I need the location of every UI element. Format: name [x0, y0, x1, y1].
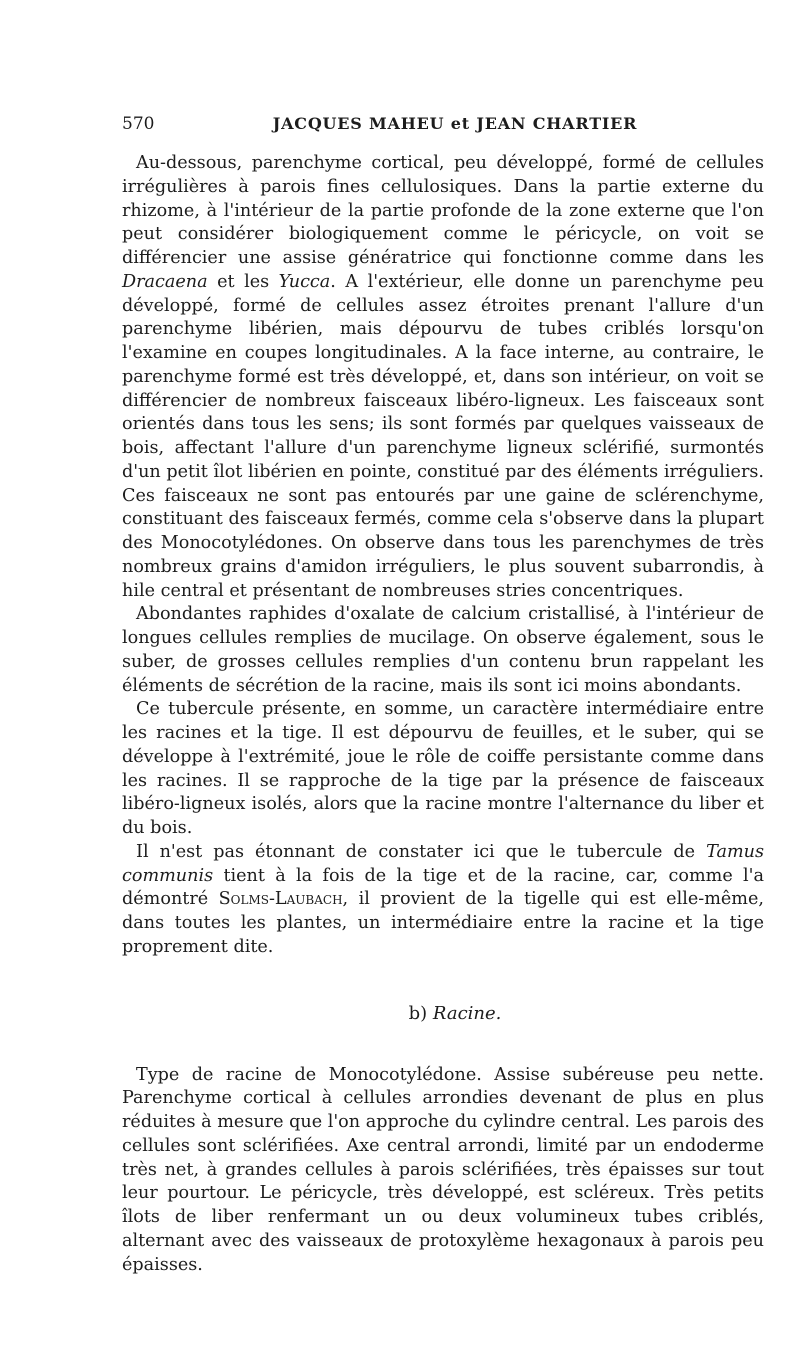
paragraph-4-text-c: , il provient de la tigelle qui est elle-même, dans toutes les plantes, un intermédiaire entre la racine et la tige proprement dite. [122, 889, 764, 957]
section-number: b) [408, 1002, 428, 1024]
page-number: 570 [122, 114, 155, 134]
running-title: JACQUES MAHEU et JEAN CHARTIER [272, 114, 638, 133]
paragraph-3: Ce tubercule présente, en somme, un caractère intermédiaire entre les racines et la tige. Il est dépourvu de feuilles, et le suber, qui se développe à l'extrémité, joue le rôle de coiffe persistante comme dans les racines. Il se rapproche de la tige par la présence de faisceaux libéro-ligneux isolés, alors que la racine montre l'alternance du liber et du bois. [122, 699, 764, 838]
genus-yucca: Yucca [278, 271, 331, 292]
genus-dracaena: Dracaena [122, 271, 208, 292]
paragraph-2: Abondantes raphides d'oxalate de calcium cristallisé, à l'intérieur de longues cellules remplies de mucilage. On observe également, sous le suber, de grosses cellules remplies d'un contenu brun rappelant les éléments de sécrétion de la racine, mais ils sont ici moins abondants. [122, 604, 764, 696]
paragraph-1-text-c: . A l'extérieur, elle donne un parenchyme peu développé, formé de cellules assez étroites prenant l'allure d'un parenchyme libérien, mais dépourvu de tubes criblés lorsqu'on l'examine en coupes longitudinales. A la face interne, au contraire, le parenchyme formé est très développé, et, dans son intérieur, on voit se différencier de nombreux faisceaux libéro-ligneux. Les faisceaux sont orientés dans tous les sens; ils sont formés par quelques vaisseaux de bois, affectant l'allure d'un parenchyme ligneux sclérifié, surmontés d'un petit îlot libérien en pointe, constitué par des éléments irréguliers. Ces faisceaux ne sont pas entourés par une gaine de sclérenchyme, constituant des faisceaux fermés, comme cela s'observe dans la plupart des Monocotylédones. On observe dans tous les parenchymes de très nombreux grains d'amidon irréguliers, le plus souvent subarrondis, à hile central et présentant de nombreuses stries concentriques. [122, 271, 765, 601]
paragraph-1-text-a: Au-dessous, parenchyme cortical, peu développé, formé de cellules irrégulières à parois fines cellulosiques. Dans la partie externe du rhizome, à l'intérieur de la partie profonde de la zone externe que l'on peut considérer biologiquement comme le péricycle, on voit se différencier une assise génératrice qui fonctionne comme dans les [122, 153, 764, 268]
paragraph-4-text-b: tient à la fois de la tige et de la racine, car, comme l'a démontré [122, 865, 764, 910]
species-tamus-communis: Tamus communis [122, 841, 764, 886]
author-solms-laubach: Solms-Laubach [218, 889, 343, 910]
paragraph-4 [122, 841, 764, 960]
paragraph-4-text-a: Il n'est pas étonnant de constater ici que le tubercule de [136, 841, 707, 862]
paragraph-1 [122, 152, 764, 603]
page-header [122, 114, 764, 138]
section-heading-racine [146, 1002, 764, 1026]
section-label: Racine. [432, 1002, 502, 1024]
paragraph-1-text-b: et les [207, 271, 279, 292]
body-text [122, 152, 764, 1277]
paragraph-5: Type de racine de Monocotylédone. Assise subéreuse peu nette. Parenchyme cortical à cellules arrondies devenant de plus en plus réduites à mesure que l'on approche du cylindre central. Les parois des cellules sont sclérifiées. Axe central arrondi, limité par un endoderme très net, à grandes cellules à parois sclérifiées, très épaisses sur tout leur pourtour. Le péricycle, très développé, est scléreux. Très petits îlots de liber renfermant un ou deux volumineux tubes criblés, alternant avec des vaisseaux de protoxylème hexagonaux à parois peu épaisses. [122, 1064, 764, 1275]
